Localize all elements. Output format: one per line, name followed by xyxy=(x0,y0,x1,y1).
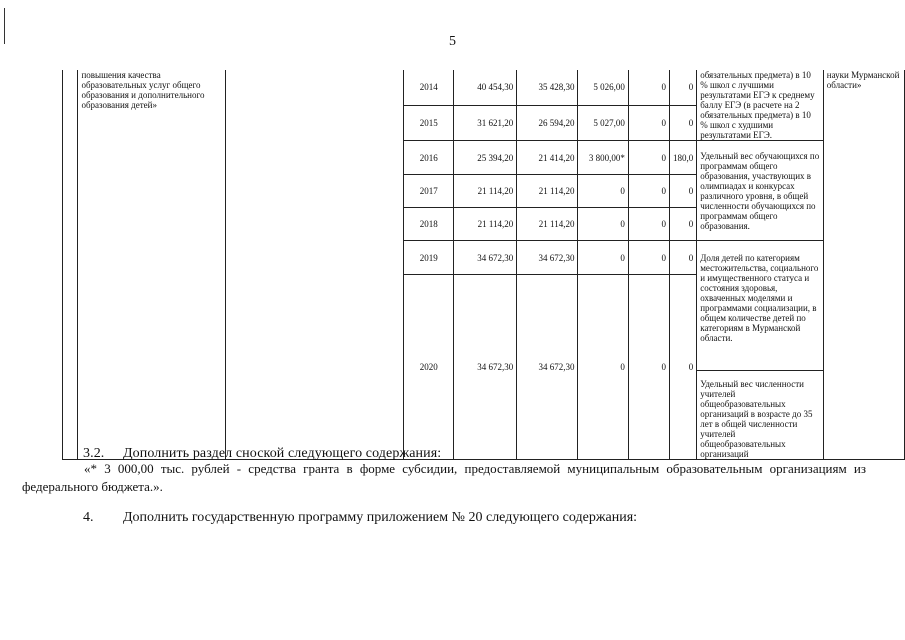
regional-budget-cell: 26 594,20 xyxy=(517,105,578,140)
footnote-text-line-1: «* 3 000,00 тыс. рублей - средства гранта в форме субсидии, предоставляемой муниципальным образовательным организациям из xyxy=(84,461,866,476)
regional-budget-cell: 21 114,20 xyxy=(517,175,578,208)
local-budget-cell: 0 xyxy=(628,175,669,208)
federal-budget-cell: 5 026,00 xyxy=(578,70,628,105)
year-cell: 2016 xyxy=(404,141,454,175)
section-number: 3.2. xyxy=(83,446,105,461)
regional-budget-cell: 35 428,30 xyxy=(517,70,578,105)
year-cell: 2015 xyxy=(404,105,454,140)
section-3-2-heading xyxy=(83,446,441,462)
table-row xyxy=(63,70,905,105)
total-cell: 40 454,30 xyxy=(454,70,517,105)
regional-budget-cell: 21 114,20 xyxy=(517,208,578,241)
federal-budget-cell: 0 xyxy=(578,208,628,241)
section-heading-text: Дополнить раздел сноской следующего содержания: xyxy=(123,446,442,461)
total-cell: 25 394,20 xyxy=(454,141,517,175)
year-cell: 2017 xyxy=(404,175,454,208)
indicator-cell: Удельный вес численности учителей общеобразовательных организаций в возрасте до 35 лет в общей численности учителей общеобразовательных организаций xyxy=(697,379,824,460)
regional-budget-cell: 34 672,30 xyxy=(517,241,578,275)
scan-edge-line xyxy=(4,8,5,44)
executor-cell xyxy=(823,70,904,460)
other-sources-cell: 180,0 xyxy=(669,141,696,175)
program-text: повышения качества образовательных услуг общего образования и дополнительного образования детей» xyxy=(81,70,205,110)
blank-column-cell xyxy=(226,70,404,460)
item-4-paragraph xyxy=(83,510,637,526)
executor-text: науки Мурманской области» xyxy=(826,70,900,90)
federal-budget-cell: 0 xyxy=(578,275,628,460)
page-number: 5 xyxy=(449,34,456,49)
indicator-cell: Доля детей по категориям местожительства, социального и имущественного статуса и состояния здоровья, охваченных моделями и программами социализации, в общем количестве детей по категориям в Мурманской области. xyxy=(697,241,824,371)
local-budget-cell: 0 xyxy=(628,105,669,140)
total-cell: 34 672,30 xyxy=(454,241,517,275)
year-cell: 2019 xyxy=(404,241,454,275)
footnote-text-line-2: федерального бюджета.». xyxy=(22,479,163,494)
other-sources-cell: 0 xyxy=(669,70,696,105)
local-budget-cell: 0 xyxy=(628,241,669,275)
other-sources-cell: 0 xyxy=(669,175,696,208)
indicator-gap xyxy=(697,371,824,380)
total-cell: 31 621,20 xyxy=(454,105,517,140)
item-4-text: Дополнить государственную программу приложением № 20 следующего содержания: xyxy=(123,510,638,525)
other-sources-cell: 0 xyxy=(669,275,696,460)
federal-budget-cell: 5 027,00 xyxy=(578,105,628,140)
indicator-cell: обязательных предмета) в 10 % школ с лучшими результатами ЕГЭ к среднему баллу ЕГЭ (в расчете на 2 обязательных предмета) в 10 % школ с худшими результатами ЕГЭ. xyxy=(697,70,824,141)
other-sources-cell: 0 xyxy=(669,208,696,241)
local-budget-cell: 0 xyxy=(628,141,669,175)
total-cell: 34 672,30 xyxy=(454,275,517,460)
federal-budget-cell: 0 xyxy=(578,175,628,208)
total-cell: 21 114,20 xyxy=(454,175,517,208)
blank-column-cell xyxy=(63,70,78,460)
regional-budget-cell: 21 414,20 xyxy=(517,141,578,175)
other-sources-cell: 0 xyxy=(669,105,696,140)
year-cell: 2014 xyxy=(404,70,454,105)
other-sources-cell: 0 xyxy=(669,241,696,275)
financing-table xyxy=(62,70,905,460)
total-cell: 21 114,20 xyxy=(454,208,517,241)
indicator-cell: Удельный вес обучающихся по программам общего образования, участвующих в олимпиадах и конкурсах различного уровня, в общей численности обучающихся по программам общего образования. xyxy=(697,141,824,241)
local-budget-cell: 0 xyxy=(628,275,669,460)
federal-budget-cell: 3 800,00* xyxy=(578,141,628,175)
local-budget-cell: 0 xyxy=(628,208,669,241)
year-cell: 2018 xyxy=(404,208,454,241)
item-number: 4. xyxy=(83,510,94,525)
federal-budget-cell: 0 xyxy=(578,241,628,275)
regional-budget-cell: 34 672,30 xyxy=(517,275,578,460)
local-budget-cell: 0 xyxy=(628,70,669,105)
year-cell: 2020 xyxy=(404,275,454,460)
program-cell xyxy=(78,70,226,460)
